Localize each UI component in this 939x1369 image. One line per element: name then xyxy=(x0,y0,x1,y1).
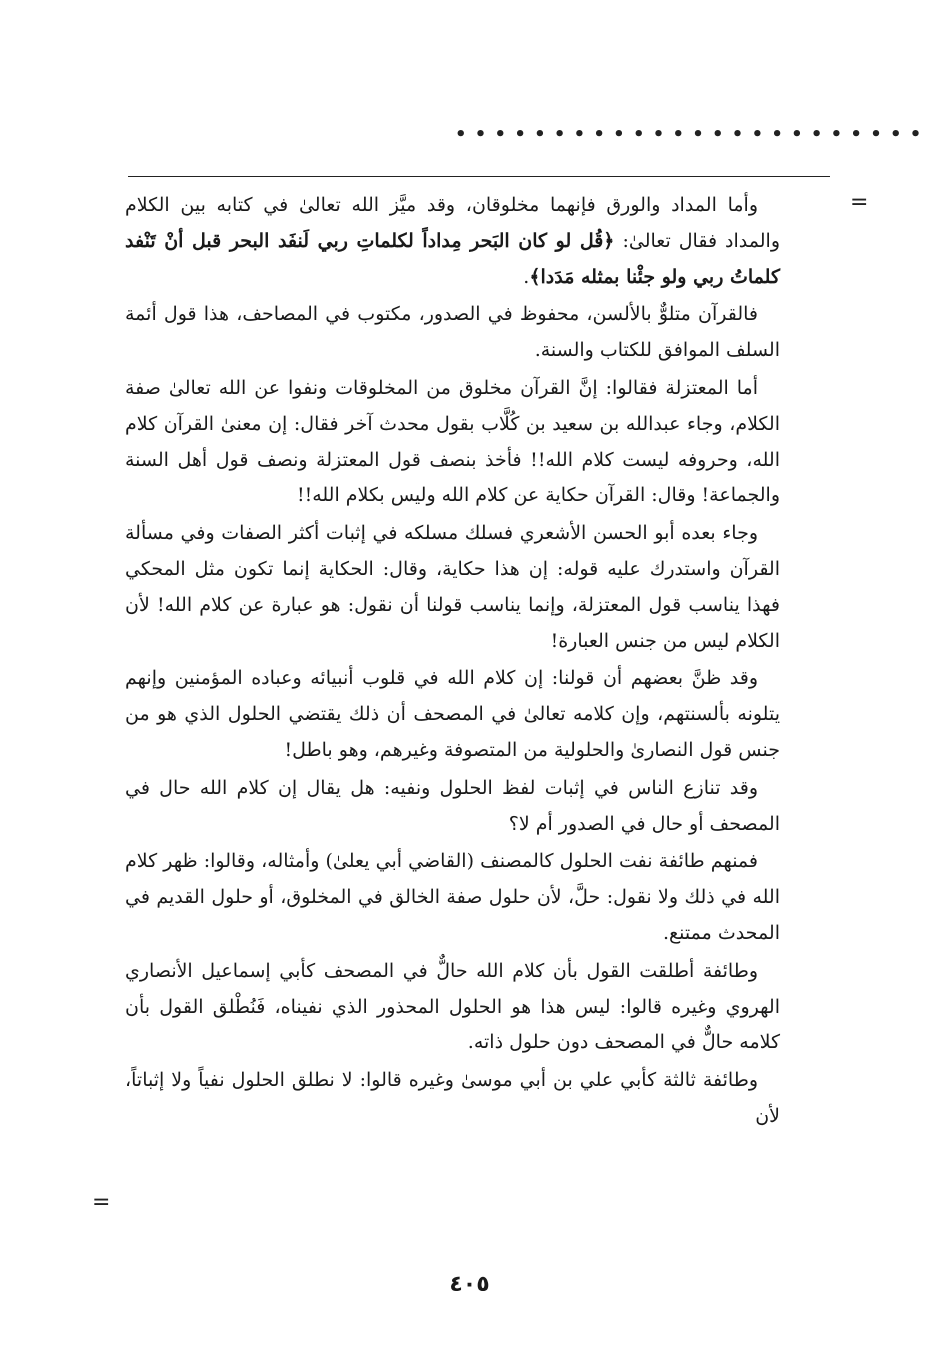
footnote-continuation-mark-bottom: = xyxy=(92,1190,111,1215)
paragraph-4: وجاء بعده أبو الحسن الأشعري فسلك مسلكه في إثبات أكثر الصفات وفي مسألة القرآن واستدرك عليه قوله: إن هذا حكاية، وقال: الحكاية إنما تكون مثل المحكي فهذا يناسب قول المعتزلة، وإنما يناسب قولنا أن نقول: هو عبارة عن كلام الله! لأن الكلام ليس من جنس العبارة! xyxy=(125,522,780,652)
paragraph-1-before: وأما المداد والورق فإنهما مخلوقان، وقد ميَّز الله تعالىٰ في كتابه بين الكلام والمداد فقال تعالىٰ: xyxy=(125,194,780,252)
page-number: ٤٠٥ xyxy=(449,1272,490,1297)
paragraph-3: أما المعتزلة فقالوا: إنَّ القرآن مخلوق من المخلوقات ونفوا عن الله تعالىٰ صفة الكلام، وجاء عبدالله بن سعيد بن كُلَّاب بقول محدث آخر فقال: إن معنىٰ القرآن كلام الله، وحروفه ليست كلام الله!! فأخذ بنصف قول المعتزلة ونصف قول أهل السنة والجماعة! وقال: القرآن حكاية عن كلام الله وليس بكلام الله!! xyxy=(125,376,780,507)
paragraph-7: فمنهم طائفة نفت الحلول كالمصنف (القاضي أبي يعلىٰ) وأمثاله، وقالوا: ظهر كلام الله في ذلك ولا نقول: حلَّ، لأن حلول صفة الخالق في المخلوق، أو حلول القديم في المحدث ممتنع. xyxy=(125,850,780,944)
paragraph-2: فالقرآن متلوٌّ بالألسن، محفوظ في الصدور، مكتوب في المصاحف، هذا قول أئمة السلف الموافق للكتاب والسنة. xyxy=(125,303,780,362)
footnote-continuation-mark-top: = xyxy=(850,190,869,215)
header-rule xyxy=(128,176,830,177)
paragraph-1-after: . xyxy=(523,265,530,288)
quran-verse: ﴿قُل لو كان البَحر مِداداً لكلماتِ ربي لَنفَد البحر قبل أنْ تَنْفد كلماتُ ربي ولو جئْنا بمثله مَدَدا﴾ xyxy=(125,229,780,288)
footnote-text-block xyxy=(125,188,780,1137)
paragraph-8: وطائفة أطلقت القول بأن كلام الله حالٌّ في المصحف كأبي إسماعيل الأنصاري الهروي وغيره قالوا: ليس هذا هو الحلول المحذور الذي نفيناه، فَنُطْلق القول بأن كلامه حالٌّ في المصحف دون حلول ذاته. xyxy=(125,959,780,1054)
paragraph-9: وطائفة ثالثة كأبي علي بن أبي موسىٰ وغيره قالوا: لا نطلق الحلول نفياً ولا إثباتاً، لأن xyxy=(125,1069,780,1127)
paragraph-1 xyxy=(125,188,780,295)
paragraph-5: وقد ظنَّ بعضهم أن قولنا: إن كلام الله في قلوب أنبيائه وعباده المؤمنين وإنهم يتلونه بألسنتهم، وإن كلامه تعالىٰ في المصحف أن ذلك يقتضي الحلول الذي هو من جنس قول النصارىٰ والحلولية من المتصوفة وغيرهم، وهو باطل! xyxy=(125,667,780,761)
paragraph-6: وقد تنازع الناس في إثبات لفظ الحلول ونفيه: هل يقال إن كلام الله حال في المصحف أو حال في الصدور أم لا؟ xyxy=(125,776,780,835)
header-dots-ornament: • • • • • • • • • • • • • • • • • • • • • • • • xyxy=(455,124,923,145)
